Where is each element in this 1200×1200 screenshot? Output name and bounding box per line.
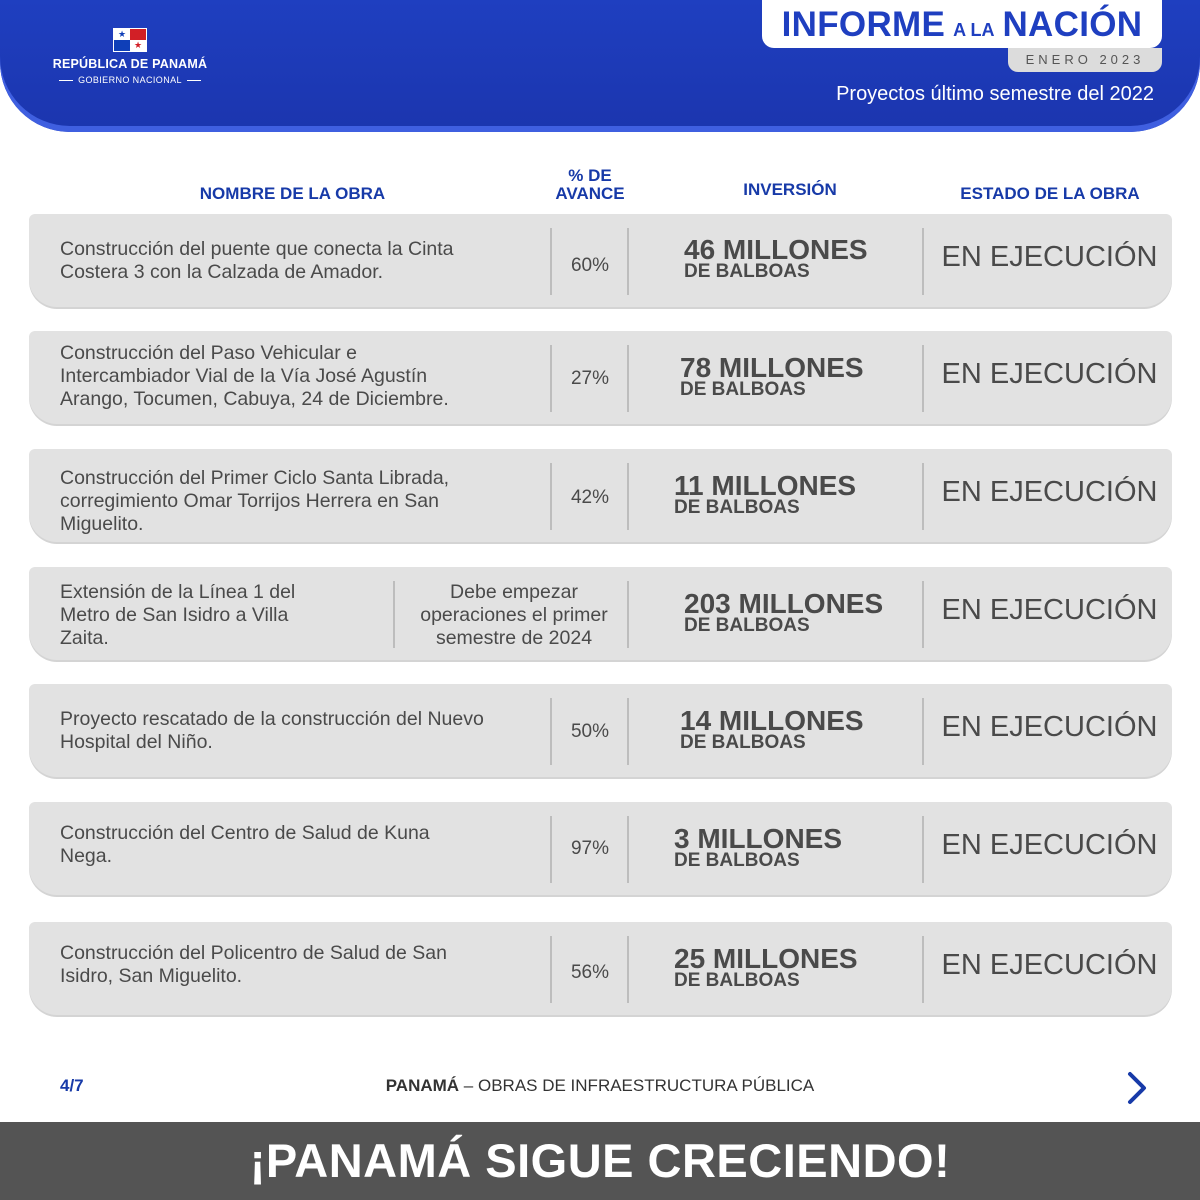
column-divider: [922, 816, 924, 883]
project-status: EN EJECUCIÓN: [941, 358, 1158, 390]
project-progress: [399, 581, 629, 650]
project-name-line: Isidro, San Miguelito.: [60, 965, 243, 987]
investment-amount: 78 MILLONES: [680, 352, 864, 383]
project-name: [60, 467, 449, 536]
project-status: EN EJECUCIÓN: [941, 476, 1158, 508]
chevron-right-icon[interactable]: [1122, 1070, 1152, 1106]
column-divider: [627, 581, 629, 648]
column-divider: [393, 581, 395, 648]
column-divider: [922, 698, 924, 765]
investment-amount: 3 MILLONES: [674, 823, 843, 854]
table-row: [29, 214, 1172, 309]
project-investment: [674, 825, 842, 871]
project-name-line: Miguelito.: [60, 513, 144, 535]
investment-unit: DE BALBOAS: [674, 497, 800, 518]
header-subtitle: Proyectos último semestre del 2022: [836, 83, 1154, 105]
project-progress: 50%: [570, 721, 610, 742]
investment-amount: 14 MILLONES: [680, 705, 864, 736]
report-title-part1: INFORME: [781, 5, 946, 44]
column-header-progress-line1: % DE: [568, 166, 612, 185]
slogan-banner: ¡PANAMÁ SIGUE CRECIENDO!: [0, 1122, 1200, 1200]
project-name-line: Construcción del Policentro de Salud de San: [60, 942, 447, 964]
project-investment: [684, 590, 883, 636]
investment-amount: 46 MILLONES: [684, 234, 868, 265]
government-label: [30, 75, 230, 85]
project-name-line: Zaita.: [60, 627, 109, 649]
column-divider: [550, 228, 552, 295]
investment-unit: DE BALBOAS: [684, 261, 810, 282]
report-title: [762, 0, 1162, 48]
report-title-part3: NACIÓN: [1002, 5, 1143, 44]
column-divider: [627, 345, 629, 412]
project-status: EN EJECUCIÓN: [941, 241, 1158, 273]
project-name-line: Nega.: [60, 845, 113, 867]
footer-caption: [0, 1076, 1200, 1096]
project-progress: 27%: [570, 368, 610, 389]
project-name-line: Construcción del Paso Vehicular e: [60, 342, 358, 364]
project-status: EN EJECUCIÓN: [941, 829, 1158, 861]
column-header-name: NOMBRE DE LA OBRA: [199, 184, 386, 203]
government-label-text: GOBIERNO NACIONAL: [78, 75, 182, 85]
column-header-status: ESTADO DE LA OBRA: [960, 184, 1140, 203]
column-divider: [922, 345, 924, 412]
column-divider: [550, 816, 552, 883]
project-name-line: Intercambiador Vial de la Vía José Agustín: [60, 365, 428, 387]
project-name-line: Construcción del Primer Ciclo Santa Librada,: [60, 467, 450, 489]
project-progress-line: Debe empezar: [450, 581, 578, 603]
project-progress: 42%: [570, 487, 610, 508]
project-progress-line: semestre de 2024: [435, 627, 593, 649]
investment-unit: DE BALBOAS: [674, 850, 800, 871]
table-row: [29, 802, 1172, 897]
project-name: [60, 942, 447, 988]
project-investment: [684, 236, 868, 282]
investment-unit: DE BALBOAS: [680, 379, 806, 400]
project-name: [60, 581, 295, 650]
project-name-line: corregimiento Omar Torrijos Herrera en San: [60, 490, 439, 512]
project-progress: 97%: [570, 838, 610, 859]
project-progress: 56%: [570, 962, 610, 983]
investment-unit: DE BALBOAS: [680, 732, 806, 753]
investment-unit: DE BALBOAS: [674, 970, 800, 991]
project-name-line: Proyecto rescatado de la construcción del Nuevo: [60, 708, 484, 730]
table-row: [29, 567, 1172, 662]
column-divider: [627, 228, 629, 295]
column-header-investment: INVERSIÓN: [743, 180, 837, 199]
column-header-progress: [530, 167, 650, 203]
column-divider: [922, 581, 924, 648]
project-investment: [674, 945, 858, 991]
project-name-line: Arango, Tocumen, Cabuya, 24 de Diciembre.: [60, 388, 449, 410]
column-divider: [922, 228, 924, 295]
footer-section: – OBRAS DE INFRAESTRUCTURA PÚBLICA: [459, 1076, 815, 1095]
project-investment: [680, 354, 864, 400]
column-divider: [627, 463, 629, 530]
project-status: EN EJECUCIÓN: [941, 711, 1158, 743]
investment-amount: 25 MILLONES: [674, 943, 858, 974]
column-divider: [627, 816, 629, 883]
project-progress-line: operaciones el primer: [420, 604, 608, 626]
table-row: [29, 449, 1172, 544]
table-row: [29, 922, 1172, 1017]
column-divider: [922, 463, 924, 530]
page-indicator: 4/7: [60, 1076, 84, 1095]
table-row: [29, 684, 1172, 779]
column-divider: [550, 698, 552, 765]
country-name: REPÚBLICA DE PANAMÁ: [52, 57, 208, 71]
footer-country: PANAMÁ: [385, 1076, 460, 1095]
column-divider: [550, 463, 552, 530]
panama-flag-icon: ★ ★: [113, 28, 147, 52]
column-divider: [550, 936, 552, 1003]
project-name: [60, 238, 454, 284]
project-status: EN EJECUCIÓN: [941, 594, 1158, 626]
column-divider: [550, 345, 552, 412]
project-name-line: Hospital del Niño.: [60, 731, 213, 753]
report-date: ENERO 2023: [1008, 48, 1162, 72]
project-investment: [674, 472, 856, 518]
report-title-part2: A LA: [953, 20, 995, 40]
project-name: [60, 822, 430, 868]
investment-unit: DE BALBOAS: [684, 615, 810, 636]
project-name-line: Extensión de la Línea 1 del: [60, 581, 296, 603]
column-divider: [627, 698, 629, 765]
project-progress: 60%: [570, 255, 610, 276]
project-status: EN EJECUCIÓN: [941, 949, 1158, 981]
column-header-progress-line2: AVANCE: [555, 184, 625, 203]
table-row: [29, 331, 1172, 426]
column-divider: [627, 936, 629, 1003]
project-investment: [680, 707, 864, 753]
project-name: [60, 708, 484, 754]
project-name-line: Costera 3 con la Calzada de Amador.: [60, 261, 384, 283]
project-name-line: Construcción del puente que conecta la Cinta: [60, 238, 454, 260]
project-name: [60, 342, 449, 411]
investment-amount: 11 MILLONES: [674, 470, 857, 501]
investment-amount: 203 MILLONES: [684, 588, 884, 619]
column-divider: [922, 936, 924, 1003]
project-name-line: Construcción del Centro de Salud de Kuna: [60, 822, 430, 844]
project-name-line: Metro de San Isidro a Villa: [60, 604, 289, 626]
